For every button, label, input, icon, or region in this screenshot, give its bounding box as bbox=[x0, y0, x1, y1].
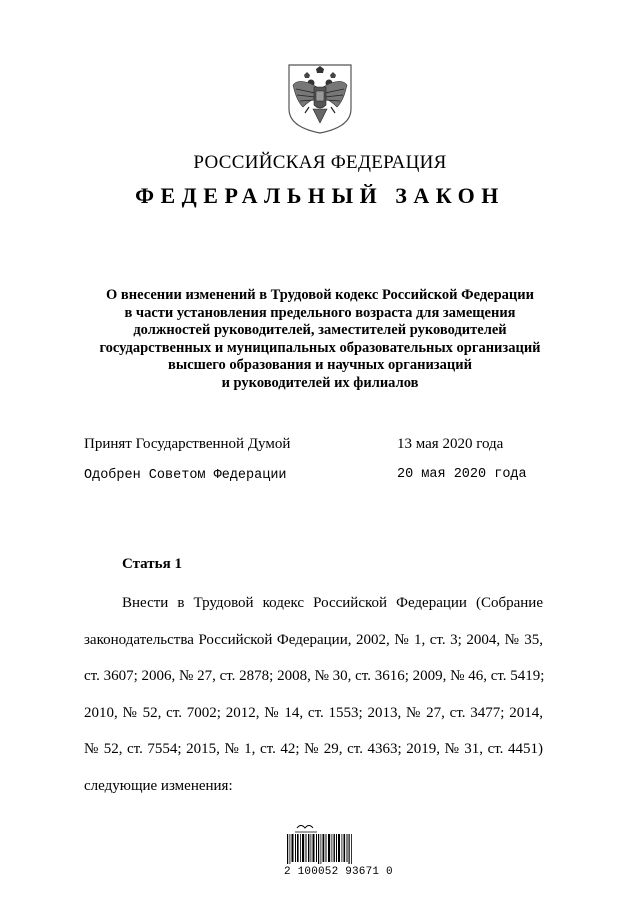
law-title-line: должностей руководителей, заместителей руководителей bbox=[133, 322, 507, 338]
barcode-number: 2 100052 93671 0 bbox=[284, 866, 393, 878]
article-line: Внести в Трудовой кодекс Российской Федерации (Собрание bbox=[122, 595, 543, 611]
law-title-line: государственных и муниципальных образовательных организаций bbox=[99, 339, 541, 356]
article-heading: Статья 1 bbox=[122, 556, 182, 572]
duma-adoption-label: Принят Государственной Думой bbox=[84, 436, 291, 452]
duma-adoption-date: 13 мая 2020 года bbox=[397, 436, 504, 452]
law-title bbox=[60, 287, 580, 392]
article-line: законодательства Российской Федерации, 2002, № 1, ст. 3; 2004, № 35, bbox=[84, 631, 543, 648]
state-emblem-icon bbox=[287, 63, 353, 135]
country-name: РОССИЙСКАЯ ФЕДЕРАЦИЯ bbox=[193, 152, 447, 173]
article-line: следующие изменения: bbox=[84, 777, 233, 794]
article-line: № 52, ст. 7554; 2015, № 1, ст. 42; № 29, ст. 4363; 2019, № 31, ст. 4451) bbox=[84, 741, 543, 757]
document-type: ФЕДЕРАЛЬНЫЙ ЗАКОН bbox=[135, 183, 505, 208]
council-approval-date: 20 мая 2020 года bbox=[397, 467, 527, 482]
law-title-line: О внесении изменений в Трудовой кодекс Российской Федерации bbox=[106, 287, 534, 303]
article-line: ст. 3607; 2006, № 27, ст. 2878; 2008, № 30, ст. 3616; 2009, № 46, ст. 5419; bbox=[84, 668, 545, 684]
article-body bbox=[84, 585, 543, 804]
law-title-line: и руководителей их филиалов bbox=[221, 374, 419, 391]
article-line: 2010, № 52, ст. 7002; 2012, № 14, ст. 1553; 2013, № 27, ст. 3477; 2014, bbox=[84, 704, 543, 721]
council-approval-label: Одобрен Советом Федерации bbox=[84, 468, 287, 483]
law-title-line: высшего образования и научных организаций bbox=[168, 357, 472, 373]
law-title-line: в части установления предельного возраста для замещения bbox=[124, 304, 516, 321]
